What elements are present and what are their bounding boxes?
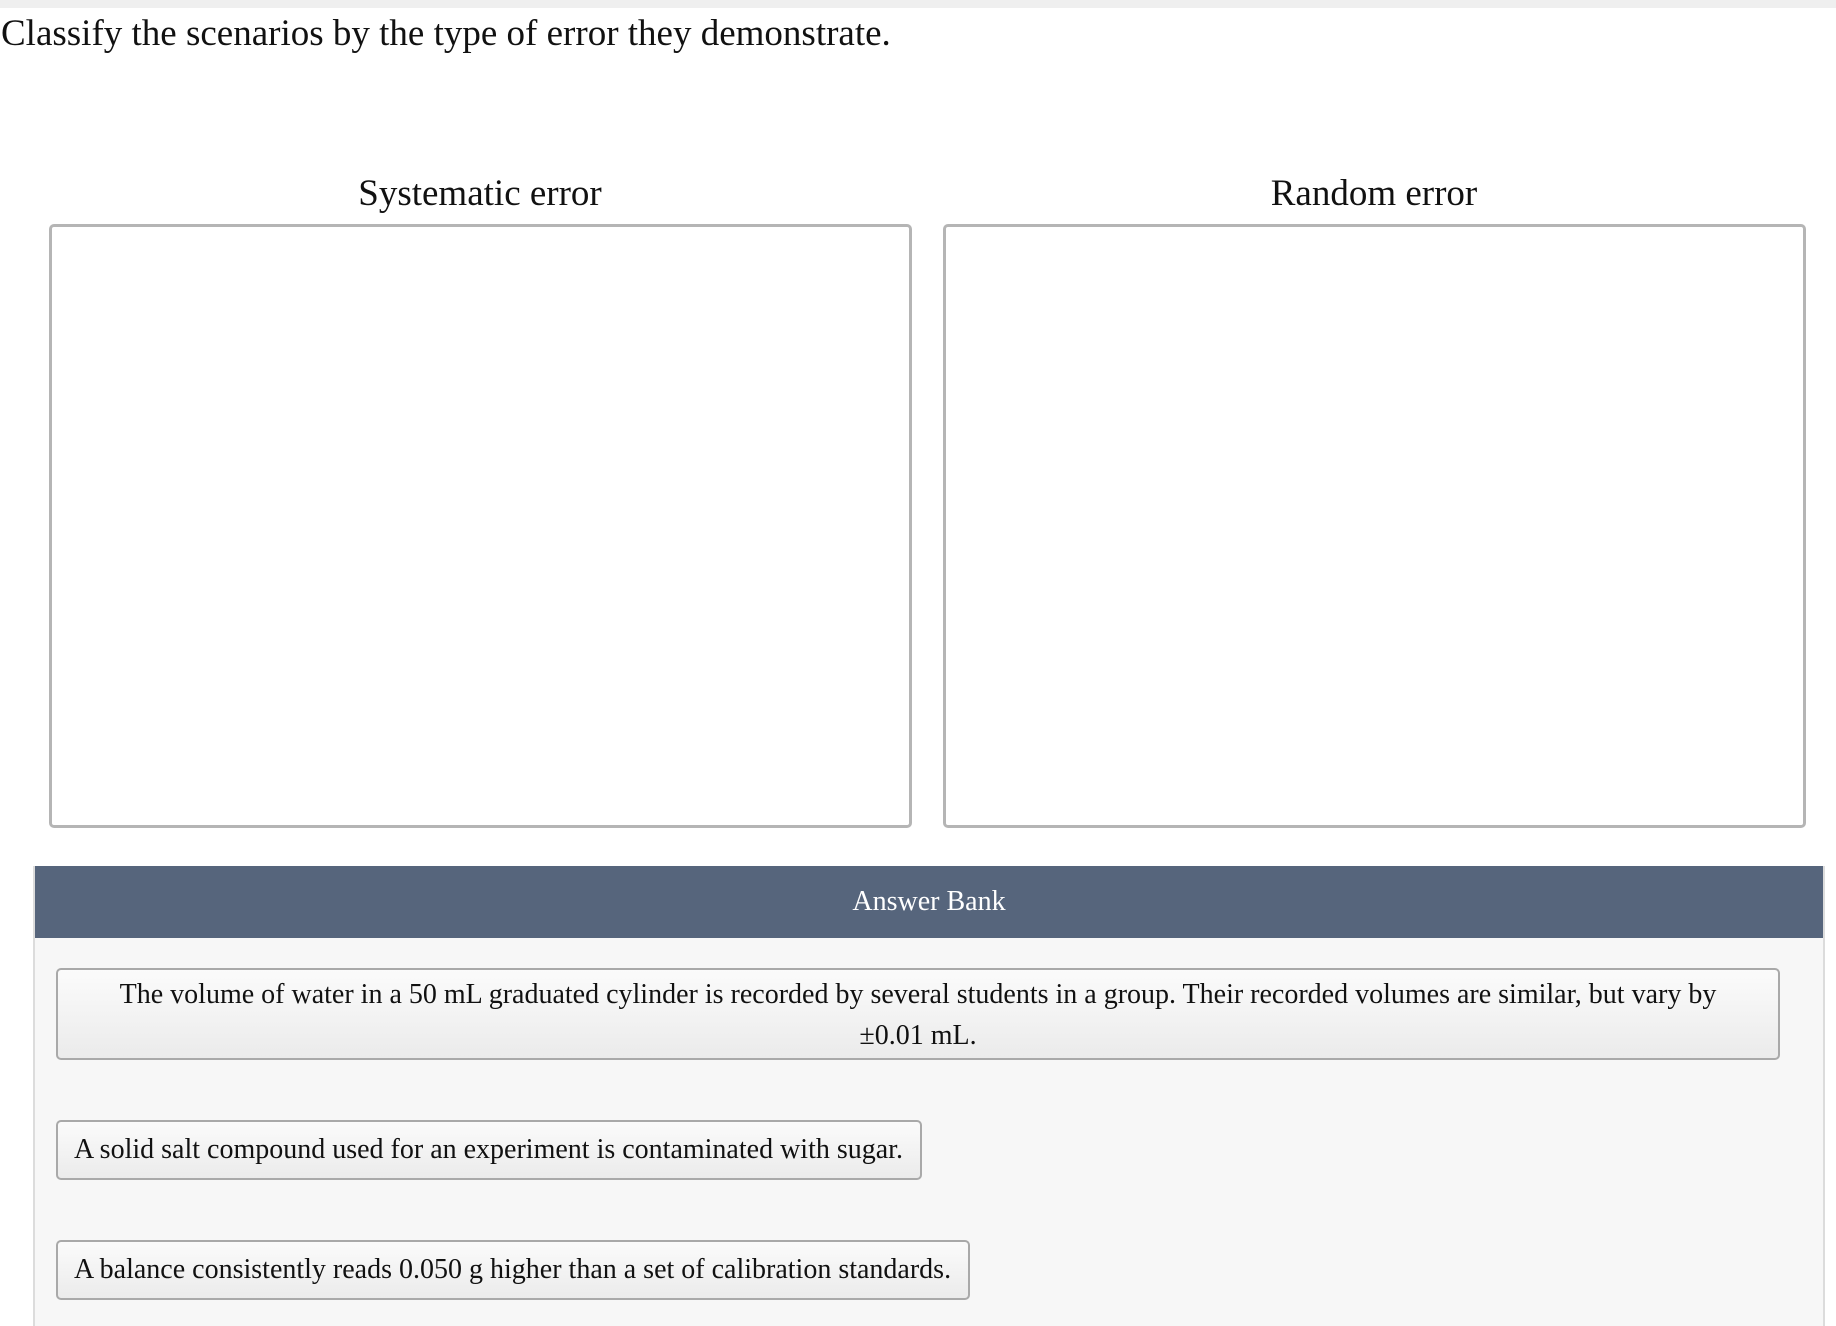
question-prompt: Classify the scenarios by the type of error they demonstrate. (1, 13, 891, 54)
random-error-title: Random error (1270, 173, 1478, 214)
answer-tile-contaminated-salt[interactable]: A solid salt compound used for an experiment is contaminated with sugar. (56, 1120, 922, 1180)
random-error-drop-zone[interactable] (943, 224, 1806, 828)
answer-bank-header: Answer Bank (35, 866, 1823, 938)
answer-bank (33, 866, 1825, 1326)
systematic-error-drop-zone[interactable] (49, 224, 912, 828)
answer-tile-graduated-cylinder[interactable]: The volume of water in a 50 mL graduated cylinder is recorded by several students in a group. Their recorded volumes are similar, but vary by ±0.01 mL. (56, 968, 1780, 1060)
systematic-error-title: Systematic error (358, 173, 602, 214)
answer-tile-balance-calibration[interactable]: A balance consistently reads 0.050 g higher than a set of calibration standards. (56, 1240, 970, 1300)
top-strip (0, 0, 1836, 8)
